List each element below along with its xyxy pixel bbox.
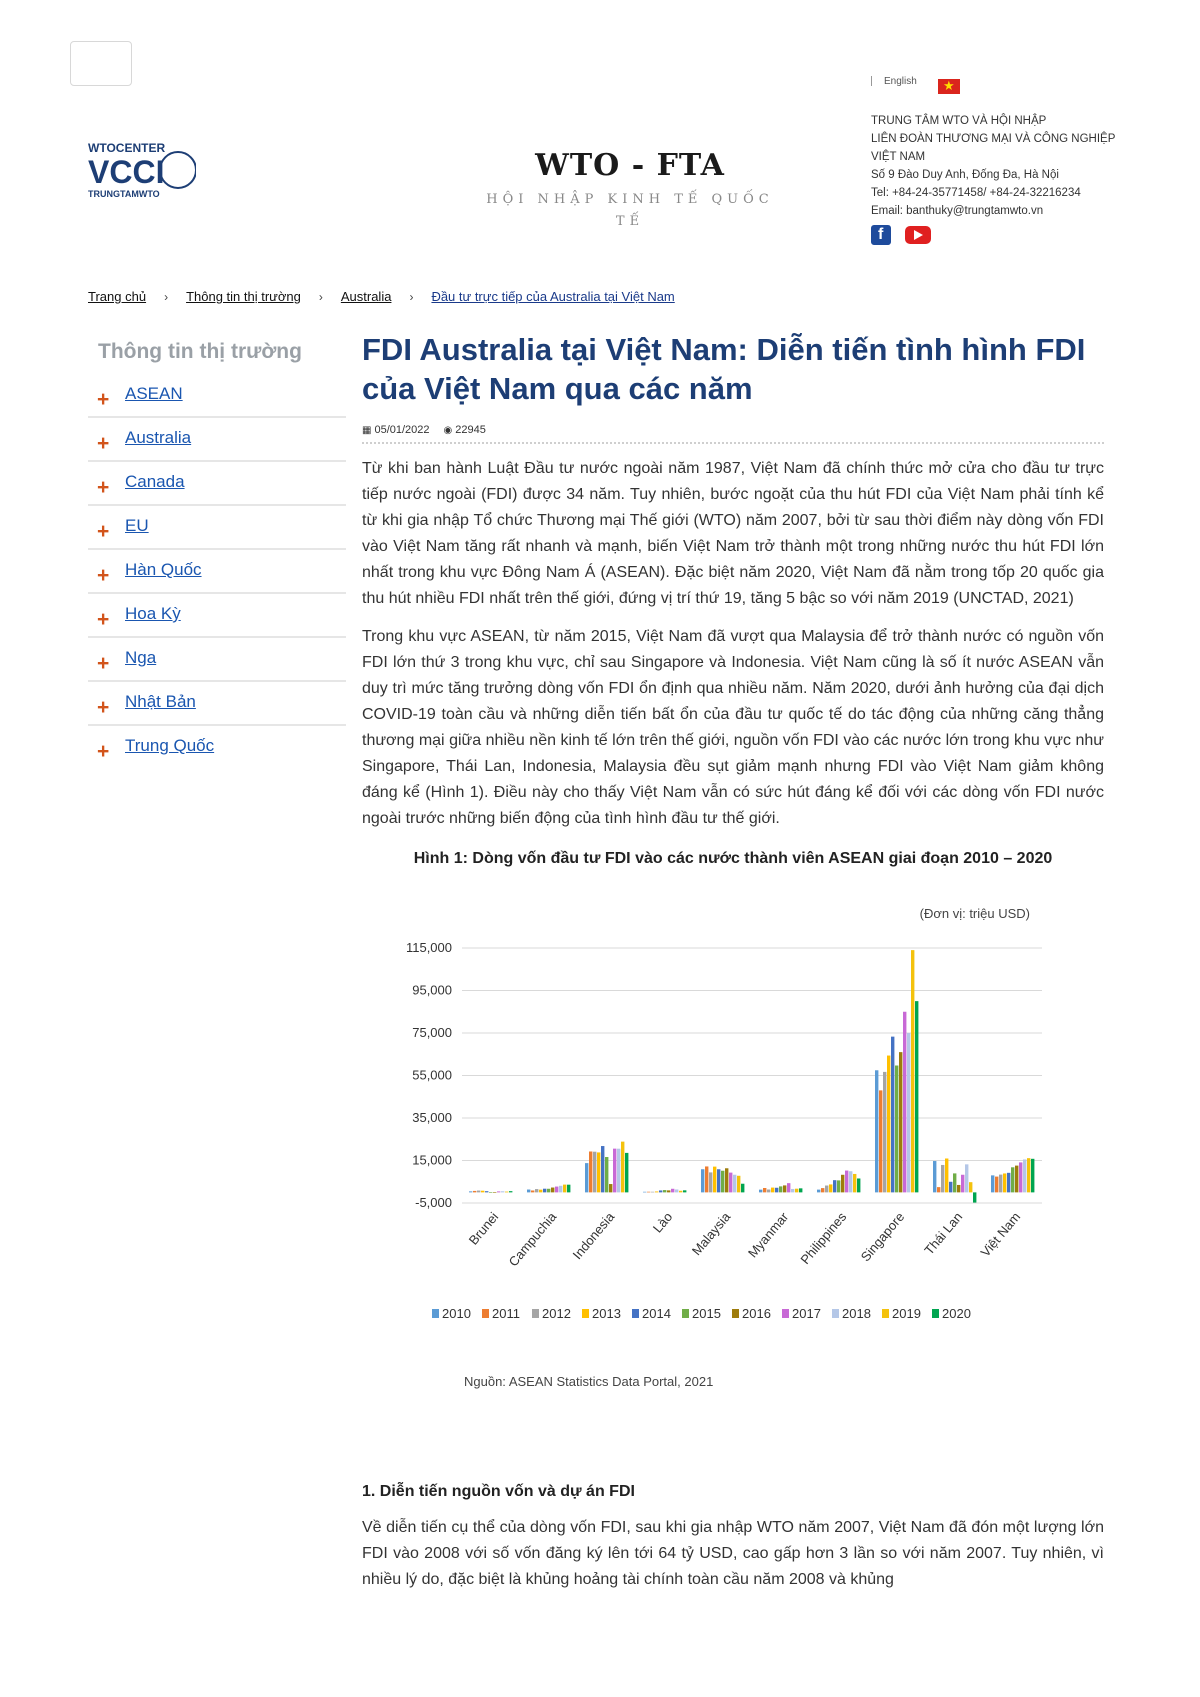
legend-swatch <box>632 1309 639 1318</box>
bar-Singapore-2018 <box>907 1033 910 1192</box>
bar-Brunei-2018 <box>501 1191 504 1192</box>
bar-Malaysia-2010 <box>701 1169 704 1192</box>
chevron-right-icon: › <box>164 290 169 304</box>
bar-Philippines-2017 <box>845 1171 848 1193</box>
bar-Brunei-2019 <box>505 1192 508 1193</box>
legend-label: 2020 <box>942 1306 971 1321</box>
contact-line: Email: banthuky@trungtamwto.vn <box>871 205 1044 217</box>
legend-swatch <box>782 1309 789 1318</box>
bar-Malaysia-2011 <box>705 1166 708 1192</box>
x-tick-label: Brunei <box>465 1209 502 1248</box>
legend-swatch <box>432 1309 439 1318</box>
bar-Brunei-2020 <box>509 1191 512 1192</box>
legend-swatch <box>582 1309 589 1318</box>
bar-Philippines-2019 <box>853 1174 856 1192</box>
bar-Brunei-2016 <box>493 1192 496 1193</box>
bar-Lào-2015 <box>663 1190 666 1192</box>
bar-Thái Lan-2010 <box>933 1161 936 1192</box>
breadcrumb <box>88 289 675 304</box>
legend-label: 2016 <box>742 1306 771 1321</box>
plus-icon: + <box>97 608 110 631</box>
bar-Lào-2017 <box>671 1189 674 1193</box>
site-title-block[interactable] <box>480 148 780 233</box>
bar-Indonesia-2020 <box>625 1153 628 1192</box>
bar-Myanmar-2013 <box>771 1188 774 1193</box>
bar-Việt Nam-2017 <box>1019 1162 1022 1192</box>
chevron-right-icon: › <box>409 290 414 304</box>
bar-Malaysia-2013 <box>713 1167 716 1193</box>
chart-source: Nguồn: ASEAN Statistics Data Portal, 2021 <box>464 1374 714 1389</box>
bar-Indonesia-2013 <box>597 1152 600 1192</box>
bar-Malaysia-2012 <box>709 1172 712 1192</box>
y-tick-label: 115,000 <box>405 940 452 955</box>
bar-Myanmar-2011 <box>763 1188 766 1192</box>
figure-title: Hình 1: Dòng vốn đầu tư FDI vào các nước thành viên ASEAN giai đoạn 2010 – 2020 <box>413 850 1053 867</box>
bar-Thái Lan-2013 <box>945 1159 948 1193</box>
eye-icon: ◉ <box>443 425 453 436</box>
x-tick-label: Philippines <box>797 1209 850 1268</box>
sidebar-item-han-quoc[interactable] <box>88 550 346 594</box>
bar-Thái Lan-2017 <box>961 1175 964 1193</box>
bar-Myanmar-2018 <box>791 1189 794 1192</box>
legend-label: 2013 <box>592 1306 621 1321</box>
bar-Thái Lan-2014 <box>949 1182 952 1193</box>
bar-Singapore-2011 <box>879 1090 882 1192</box>
bar-Myanmar-2020 <box>799 1188 802 1192</box>
bar-Thái Lan-2011 <box>937 1187 940 1192</box>
bar-Việt Nam-2016 <box>1015 1166 1018 1193</box>
divider <box>362 442 1104 444</box>
sidebar-item-label[interactable]: Hoa Kỳ <box>125 604 181 623</box>
x-tick-label: Campuchia <box>505 1209 560 1270</box>
bar-Myanmar-2019 <box>795 1189 798 1193</box>
plus-icon: + <box>97 696 110 719</box>
bar-Malaysia-2020 <box>741 1184 744 1193</box>
article-paragraph: Về diễn tiến cụ thể của dòng vốn FDI, sau khi gia nhập WTO năm 2007, Việt Nam đã đón một lượng lớn FDI vào 2008 với số vốn đăng ký lên tới 64 tỷ USD, cao gấp hơn 3 lần so với năm 2007. Tuy nhiên, vì nhiều lý do, đặc biệt là khủng hoảng tài chính toàn cầu năm 2008 và khủng <box>362 1519 1104 1588</box>
bar-Philippines-2015 <box>837 1180 840 1192</box>
menu-button[interactable] <box>70 41 132 86</box>
bar-Việt Nam-2010 <box>991 1175 994 1192</box>
bar-Myanmar-2015 <box>779 1186 782 1192</box>
legend-swatch <box>482 1309 489 1318</box>
x-tick-label: Việt Nam <box>977 1209 1024 1260</box>
vcci-logo[interactable] <box>86 140 196 204</box>
sidebar-title: Thông tin thị trường <box>98 340 302 363</box>
bar-Brunei-2013 <box>481 1191 484 1193</box>
youtube-icon[interactable] <box>905 226 931 244</box>
contact-line: Tel: +84-24-35771458/ +84-24-32216234 <box>871 187 1081 199</box>
plus-icon: + <box>97 476 110 499</box>
bar-Malaysia-2016 <box>725 1168 728 1192</box>
article-paragraph: Từ khi ban hành Luật Đầu tư nước ngoài năm 1987, Việt Nam đã chính thức mở cửa cho đầu tư trực tiếp nước ngoài (FDI) được 34 năm. Tuy nhiên, bước ngoặt của thu hút FDI của Việt Nam phải tính kể từ khi gia nhập Tổ chức Thương mại Thế giới (WTO) năm 2007, bởi từ sau thời điểm này dòng vốn FDI vào Việt Nam tăng rất nhanh và mạnh, biến Việt Nam trở thành một trong những nước thu hút FDI lớn nhất trong khu vực Đông Nam Á (ASEAN). Đặc biệt năm 2020, Việt Nam đã nằm trong tốp 20 quốc gia thu hút nhiều FDI nhất trên thế giới, đứng vị trí thứ 19, tăng 5 bậc so với năm 2019 (UNCTAD, 2021) <box>362 460 1104 607</box>
bar-Singapore-2015 <box>895 1066 898 1193</box>
bar-Việt Nam-2019 <box>1027 1158 1030 1192</box>
sidebar-item-label[interactable]: Nhật Bản <box>125 692 196 711</box>
bar-Singapore-2019 <box>911 950 914 1192</box>
sidebar-item-label[interactable]: Trung Quốc <box>125 736 215 755</box>
bar-Myanmar-2014 <box>775 1188 778 1193</box>
y-tick-label: 55,000 <box>412 1067 452 1083</box>
bar-Lào-2011 <box>647 1192 650 1193</box>
article-date: 05/01/2022 <box>374 424 430 436</box>
calendar-icon: ▦ <box>362 425 372 436</box>
legend-swatch <box>932 1309 939 1318</box>
bar-Indonesia-2015 <box>605 1157 608 1192</box>
legend-label: 2014 <box>642 1306 671 1321</box>
bar-Lào-2012 <box>651 1192 654 1193</box>
sidebar-item-label[interactable]: ASEAN <box>125 384 183 403</box>
article-title: FDI Australia tại Việt Nam: Diễn tiến tình hình FDI của Việt Nam qua các năm <box>362 332 1086 406</box>
plus-icon: + <box>97 564 110 587</box>
bar-Campuchia-2016 <box>551 1188 554 1193</box>
bar-Việt Nam-2011 <box>995 1177 998 1193</box>
bar-Myanmar-2016 <box>783 1185 786 1192</box>
contact-line: VIỆT NAM <box>871 151 926 163</box>
plus-icon: + <box>97 432 110 455</box>
bar-Campuchia-2012 <box>535 1189 538 1192</box>
bar-Campuchia-2020 <box>567 1185 570 1193</box>
plus-icon: + <box>97 652 110 675</box>
bar-Philippines-2012 <box>825 1186 828 1193</box>
legend-label: 2010 <box>442 1306 471 1321</box>
bar-Malaysia-2018 <box>733 1175 736 1193</box>
breadcrumb-market-info[interactable]: Thông tin thị trường <box>186 289 301 304</box>
sidebar-item-label[interactable]: EU <box>125 516 149 535</box>
bar-Campuchia-2015 <box>547 1189 550 1193</box>
sidebar-item-australia[interactable] <box>88 418 346 462</box>
bar-Indonesia-2016 <box>609 1184 612 1192</box>
bar-Lào-2014 <box>659 1190 662 1192</box>
logo-line1: WTOCENTER <box>88 141 166 155</box>
article-views: 22945 <box>455 424 486 436</box>
bar-Indonesia-2010 <box>585 1163 588 1192</box>
sidebar-item-trung-quoc[interactable] <box>88 726 346 768</box>
bar-Campuchia-2017 <box>555 1187 558 1193</box>
bar-Singapore-2010 <box>875 1070 878 1192</box>
bar-Myanmar-2017 <box>787 1183 790 1192</box>
logo-line3: TRUNGTAMWTO <box>88 189 160 199</box>
bar-Singapore-2014 <box>891 1037 894 1193</box>
plus-icon: + <box>97 388 110 411</box>
bar-Lào-2019 <box>679 1191 682 1193</box>
contact-line: Số 9 Đào Duy Anh, Đống Đa, Hà Nội <box>871 169 1059 181</box>
bar-Campuchia-2018 <box>559 1186 562 1193</box>
sidebar-item-nga[interactable] <box>88 638 346 682</box>
plus-icon: + <box>97 740 110 763</box>
breadcrumb-home[interactable]: Trang chủ <box>88 289 147 304</box>
social-links <box>871 225 931 245</box>
bar-Indonesia-2012 <box>593 1152 596 1193</box>
legend-label: 2018 <box>842 1306 871 1321</box>
sidebar-item-asean[interactable] <box>88 374 346 418</box>
facebook-icon[interactable]: f <box>871 225 891 245</box>
chevron-right-icon: › <box>318 290 323 304</box>
legend-label: 2012 <box>542 1306 571 1321</box>
bar-Brunei-2014 <box>485 1191 488 1192</box>
x-tick-label: Malaysia <box>688 1209 734 1259</box>
y-tick-label: 15,000 <box>412 1152 452 1168</box>
bar-Thái Lan-2012 <box>941 1165 944 1192</box>
bar-Thái Lan-2016 <box>957 1185 960 1192</box>
bar-Myanmar-2010 <box>759 1190 762 1193</box>
contact-line: TRUNG TÂM WTO VÀ HỘI NHẬP <box>871 115 1047 127</box>
section-heading: 1. Diễn tiến nguồn vốn và dự án FDI <box>362 1483 635 1500</box>
bar-Singapore-2020 <box>915 1001 918 1192</box>
bar-Lào-2013 <box>655 1191 658 1192</box>
bar-Singapore-2016 <box>899 1052 902 1192</box>
bar-Indonesia-2011 <box>589 1151 592 1192</box>
sidebar-item-label[interactable]: Canada <box>125 472 185 491</box>
bar-Philippines-2018 <box>849 1171 852 1192</box>
legend-swatch <box>832 1309 839 1318</box>
article-meta <box>362 424 1104 436</box>
contact-line: LIÊN ĐOÀN THƯƠNG MẠI VÀ CÔNG NGHIỆP <box>871 133 1116 145</box>
fdi-bar-chart <box>362 878 1104 1418</box>
bar-Campuchia-2010 <box>527 1190 530 1193</box>
bar-Indonesia-2014 <box>601 1146 604 1192</box>
bar-Singapore-2017 <box>903 1012 906 1193</box>
x-tick-label: Indonesia <box>569 1209 618 1263</box>
legend-swatch <box>882 1309 889 1318</box>
x-tick-label: Thái Lan <box>921 1209 966 1258</box>
x-tick-label: Myanmar <box>744 1209 792 1261</box>
legend-swatch <box>732 1309 739 1318</box>
bar-Indonesia-2017 <box>613 1149 616 1193</box>
legend-swatch <box>682 1309 689 1318</box>
bar-Thái Lan-2020 <box>973 1192 976 1202</box>
bar-Singapore-2013 <box>887 1056 890 1193</box>
sidebar-item-label[interactable]: Australia <box>125 428 192 447</box>
bar-Việt Nam-2014 <box>1007 1173 1010 1193</box>
bar-Lào-2010 <box>643 1192 646 1193</box>
chart-unit-note: (Đơn vị: triệu USD) <box>919 906 1030 921</box>
sidebar-item-label[interactable]: Hàn Quốc <box>125 560 202 579</box>
contact-info <box>871 112 1171 220</box>
bar-Singapore-2012 <box>883 1072 886 1192</box>
bar-Việt Nam-2020 <box>1031 1159 1034 1193</box>
bar-Việt Nam-2012 <box>999 1175 1002 1193</box>
site-subtitle: HỘI NHẬP KINH TẾ QUỐC TẾ <box>486 192 774 229</box>
legend-label: 2017 <box>792 1306 821 1321</box>
bar-Việt Nam-2018 <box>1023 1159 1026 1192</box>
bar-Campuchia-2014 <box>543 1189 546 1193</box>
y-tick-label: -5,000 <box>415 1195 452 1210</box>
bar-Philippines-2010 <box>817 1190 820 1193</box>
logo-line2: VCCI <box>88 154 165 190</box>
bar-Philippines-2016 <box>841 1175 844 1193</box>
bar-Philippines-2014 <box>833 1180 836 1192</box>
bar-Lào-2018 <box>675 1189 678 1192</box>
legend-label: 2011 <box>492 1306 520 1321</box>
bar-Philippines-2011 <box>821 1188 824 1192</box>
sidebar-item-hoa-ky[interactable] <box>88 594 346 638</box>
bar-Brunei-2012 <box>477 1191 480 1193</box>
divider <box>871 76 872 86</box>
bar-Malaysia-2014 <box>717 1169 720 1192</box>
bar-Brunei-2015 <box>489 1192 492 1193</box>
legend-label: 2015 <box>692 1306 721 1321</box>
bar-Brunei-2010 <box>469 1191 472 1192</box>
plus-icon: + <box>97 520 110 543</box>
language-label[interactable]: English <box>884 76 917 87</box>
article <box>362 330 1104 1593</box>
breadcrumb-australia[interactable]: Australia <box>340 289 392 304</box>
y-tick-label: 75,000 <box>412 1025 452 1040</box>
legend-swatch <box>532 1309 539 1318</box>
bar-Brunei-2011 <box>473 1191 476 1192</box>
bar-Campuchia-2013 <box>539 1190 542 1193</box>
sidebar-item-label[interactable]: Nga <box>125 648 157 667</box>
bar-Malaysia-2015 <box>721 1171 724 1193</box>
language-switch[interactable] <box>871 76 917 87</box>
x-tick-label: Singapore <box>857 1209 908 1265</box>
bar-Brunei-2017 <box>497 1191 500 1192</box>
bar-Việt Nam-2015 <box>1011 1167 1014 1192</box>
bar-Lào-2020 <box>683 1190 686 1192</box>
breadcrumb-current[interactable]: Đầu tư trực tiếp của Australia tại Việt Nam <box>431 289 675 304</box>
bar-Campuchia-2011 <box>531 1190 534 1192</box>
bar-Philippines-2013 <box>829 1184 832 1192</box>
x-tick-label: Lào <box>649 1209 676 1236</box>
y-tick-label: 35,000 <box>412 1110 452 1125</box>
bar-Lào-2016 <box>667 1190 670 1192</box>
bar-Thái Lan-2015 <box>953 1173 956 1192</box>
sidebar-item-nhat-ban[interactable] <box>88 682 346 726</box>
bar-Indonesia-2018 <box>617 1149 620 1193</box>
y-tick-label: 95,000 <box>412 982 452 998</box>
bar-Malaysia-2017 <box>729 1173 732 1193</box>
site-title: WTO - FTA <box>535 148 725 183</box>
bar-Campuchia-2019 <box>563 1185 566 1193</box>
bar-Thái Lan-2018 <box>965 1164 968 1192</box>
sidebar <box>88 340 346 768</box>
bar-Malaysia-2019 <box>737 1176 740 1193</box>
sidebar-item-eu[interactable] <box>88 506 346 550</box>
legend-label: 2019 <box>892 1306 921 1321</box>
bar-Việt Nam-2013 <box>1003 1173 1006 1192</box>
sidebar-item-canada[interactable] <box>88 462 346 506</box>
bar-Thái Lan-2019 <box>969 1182 972 1192</box>
bar-Myanmar-2012 <box>767 1190 770 1193</box>
vietnam-flag-icon[interactable]: ★ <box>938 79 960 94</box>
article-paragraph: Trong khu vực ASEAN, từ năm 2015, Việt Nam đã vượt qua Malaysia để trở thành nước có nguồn vốn FDI lớn thứ 3 trong khu vực, chỉ sau Singapore và Indonesia. Việt Nam cũng là số ít nước ASEAN vẫn duy trì mức tăng trưởng dòng vốn FDI ổn định qua nhiều năm. Năm 2020, dưới ảnh hưởng của đại dịch COVID-19 toàn cầu và những diễn tiến bất ổn của đầu tư quốc tế do tác động của những căng thẳng thương mại giữa nhiều nền kinh tế lớn trên thế giới, nguồn vốn FDI vào các nước lớn trong khu vực như Singapore, Thái Lan, Indonesia, Malaysia đều sụt giảm mạnh nhưng FDI vào Việt Nam giảm không đáng kể (Hình 1). Điều này cho thấy Việt Nam vẫn có sức hút đáng kể đối với các dòng vốn FDI nước ngoài trước những biến động của tình hình đầu tư thế giới. <box>362 628 1104 827</box>
bar-Indonesia-2019 <box>621 1142 624 1193</box>
bar-Philippines-2020 <box>857 1178 860 1192</box>
